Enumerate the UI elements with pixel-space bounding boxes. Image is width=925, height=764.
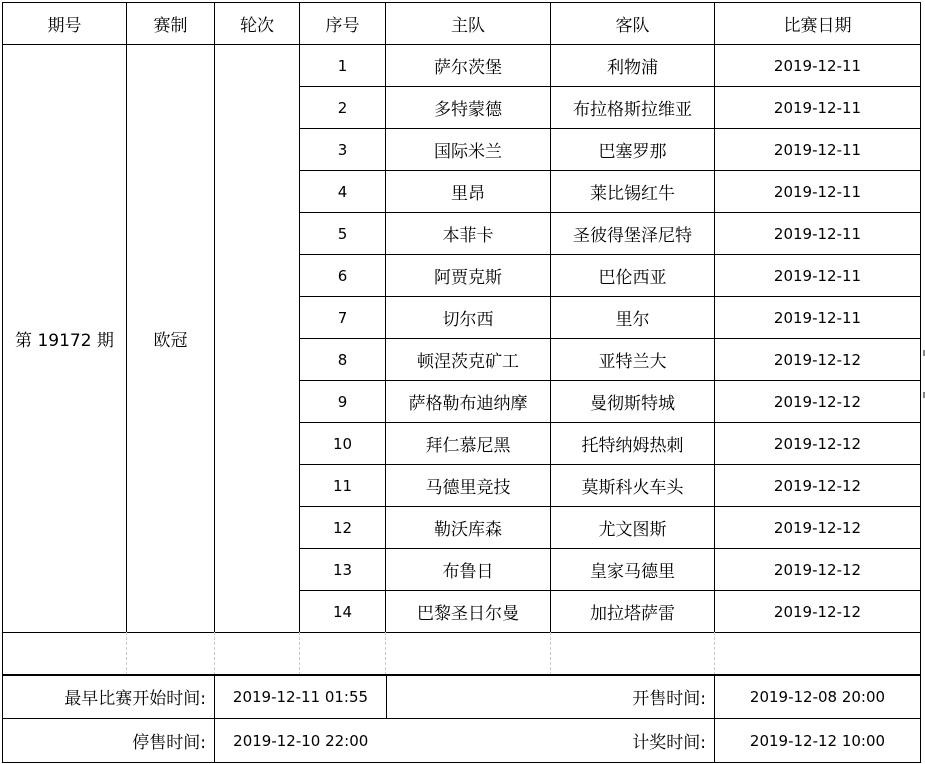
earliest-start-value: 2019-12-11 01:55: [215, 675, 387, 719]
match-date: 2019-12-12: [715, 507, 921, 549]
match-number: 4: [300, 171, 386, 213]
header-away-team: 客队: [551, 3, 715, 45]
home-team: 顿涅茨克矿工: [386, 339, 551, 381]
home-team: 马德里竞技: [386, 465, 551, 507]
away-team: 布拉格斯拉维亚: [551, 87, 715, 129]
away-team: 巴塞罗那: [551, 129, 715, 171]
away-team: 巴伦西亚: [551, 255, 715, 297]
away-team: 里尔: [551, 297, 715, 339]
away-team: 尤文图斯: [551, 507, 715, 549]
match-number: 1: [300, 45, 386, 87]
away-team: 皇家马德里: [551, 549, 715, 591]
match-date: 2019-12-12: [715, 423, 921, 465]
match-date: 2019-12-12: [715, 339, 921, 381]
header-row: [3, 3, 921, 45]
match-number: 3: [300, 129, 386, 171]
format-cell: 欧冠: [127, 45, 215, 633]
away-team: 曼彻斯特城: [551, 381, 715, 423]
home-team: 里昂: [386, 171, 551, 213]
header-home-team: 主队: [386, 3, 551, 45]
sale-stop-label: 停售时间:: [3, 719, 215, 763]
header-match-date: 比赛日期: [715, 3, 921, 45]
home-team: 巴黎圣日尔曼: [386, 591, 551, 633]
away-team: 加拉塔萨雷: [551, 591, 715, 633]
match-date: 2019-12-11: [715, 213, 921, 255]
home-team: 布鲁日: [386, 549, 551, 591]
match-date: 2019-12-12: [715, 465, 921, 507]
footer-row-2: [3, 719, 921, 763]
match-number: 10: [300, 423, 386, 465]
away-team: 亚特兰大: [551, 339, 715, 381]
earliest-start-label: 最早比赛开始时间:: [3, 675, 215, 719]
header-period: 期号: [3, 3, 127, 45]
match-date: 2019-12-11: [715, 255, 921, 297]
match-date: 2019-12-11: [715, 45, 921, 87]
sale-start-value: 2019-12-08 20:00: [715, 675, 921, 719]
table-row: [3, 45, 921, 87]
home-team: 萨尔茨堡: [386, 45, 551, 87]
home-team: 多特蒙德: [386, 87, 551, 129]
header-number: 序号: [300, 3, 386, 45]
match-number: 7: [300, 297, 386, 339]
match-number: 11: [300, 465, 386, 507]
match-date: 2019-12-11: [715, 171, 921, 213]
home-team: 拜仁慕尼黑: [386, 423, 551, 465]
match-date: 2019-12-11: [715, 87, 921, 129]
home-team: 本菲卡: [386, 213, 551, 255]
match-date: 2019-12-11: [715, 297, 921, 339]
header-round: 轮次: [215, 3, 300, 45]
match-date: 2019-12-12: [715, 549, 921, 591]
prize-calc-label: 计奖时间:: [551, 719, 715, 763]
header-format: 赛制: [127, 3, 215, 45]
empty-row: [2, 632, 921, 676]
home-team: 萨格勒布迪纳摩: [386, 381, 551, 423]
home-team: 阿贾克斯: [386, 255, 551, 297]
round-cell: [215, 45, 300, 633]
match-date: 2019-12-12: [715, 591, 921, 633]
match-date: 2019-12-12: [715, 381, 921, 423]
match-number: 6: [300, 255, 386, 297]
match-number: 2: [300, 87, 386, 129]
footer-row-1: [3, 675, 921, 719]
away-team: 利物浦: [551, 45, 715, 87]
fixtures-table: [2, 2, 921, 633]
period-cell: 第 19172 期: [3, 45, 127, 633]
match-number: 13: [300, 549, 386, 591]
schedule-info-table: [2, 674, 921, 763]
home-team: 切尔西: [386, 297, 551, 339]
match-number: 9: [300, 381, 386, 423]
home-team: 勒沃库森: [386, 507, 551, 549]
match-number: 14: [300, 591, 386, 633]
match-number: 8: [300, 339, 386, 381]
home-team: 国际米兰: [386, 129, 551, 171]
away-team: 圣彼得堡泽尼特: [551, 213, 715, 255]
sale-start-label: 开售时间:: [551, 675, 715, 719]
sale-stop-value: 2019-12-10 22:00: [215, 719, 387, 763]
away-team: 莱比锡红牛: [551, 171, 715, 213]
match-number: 5: [300, 213, 386, 255]
match-date: 2019-12-11: [715, 129, 921, 171]
match-number: 12: [300, 507, 386, 549]
prize-calc-value: 2019-12-12 10:00: [715, 719, 921, 763]
away-team: 托特纳姆热刺: [551, 423, 715, 465]
away-team: 莫斯科火车头: [551, 465, 715, 507]
